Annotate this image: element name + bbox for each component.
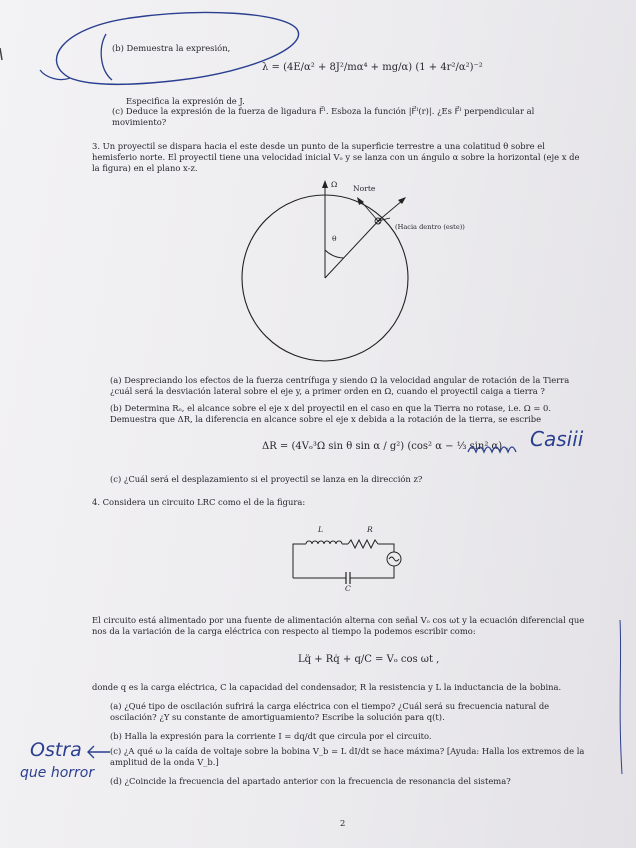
hand-ostra: Ostra — [30, 739, 82, 761]
specify-j: Especifica la expresión de J. — [126, 96, 245, 106]
item-c-top: (c) Deduce la expresión de la fuerza de ligadura F⃗ˡ. Esboza la función |F⃗ˡ(r)|. ¿Es F⃗ˡ perpendicular al movimiento? — [112, 106, 535, 127]
question-3c: (c) ¿Cuál será el desplazamiento si el proyectil se lanza en la dirección z? — [110, 474, 423, 484]
delta-r-equation: ΔR = (4Vₒ³Ω sin θ sin α / g²) (cos² α − ⅓ sin² α) . — [262, 441, 509, 452]
omega-label: Ω — [331, 180, 338, 189]
earth-figure — [238, 178, 438, 388]
capacitor-label: C — [345, 584, 351, 593]
item-b-top: (b) Demuestra la expresión, — [112, 43, 231, 53]
theta-label: θ — [332, 234, 337, 243]
hand-scribble — [466, 438, 536, 462]
hand-arrow — [84, 742, 114, 762]
norte-label: Norte — [353, 184, 376, 193]
inductor-label: L — [318, 525, 324, 534]
into-page-label: (Hacia dentro (este)) — [395, 223, 465, 231]
question-4a: (a) ¿Qué tipo de oscilación sufrirá la carga eléctrica con el tiempo? ¿Cuál será su frecuencia natural de oscilación? ¿Y su constante de amortiguamiento? Escribe la solución para q(t). — [110, 701, 550, 722]
question-4b: (b) Halla la expresión para la corriente I = dq/dt que circula por el circuito. — [110, 731, 432, 741]
question-3: 3. Un proyectil se dispara hacia el este desde un punto de la superficie terrestre a una colatitud θ sobre el hemisferio norte. El proyectil tiene una velocidad inicial Vₒ y se lanza con un ángulo α sobre la horizontal (eje x de la figura) en el plano x-z. — [92, 141, 580, 173]
question-3a: (a) Despreciando los efectos de la fuerza centrífuga y siendo Ω la velocidad angular de rotación de la Tierra ¿cuál será la desviación lateral sobre el eje y, a primer orden en Ω, cuando el proyectil caiga a tierra ? — [110, 375, 570, 396]
question-4: 4. Considera un circuito LRC como el de la figura: — [92, 497, 306, 507]
lrc-equation: Lq̈ + Rq̇ + q/C = Vₒ cos ωt , — [298, 654, 440, 665]
page-number: 2 — [340, 818, 346, 828]
question-4c: (c) ¿A qué ω la caída de voltaje sobre la bobina V_b = L dI/dt se hace máxima? [Ayuda: Halla los extremos de la amplitud de la onda V_b.] — [110, 746, 585, 767]
question-4-intro: El circuito está alimentado por una fuente de alimentación alterna con señal Vₒ cos ωt y la ecuación diferencial que nos da la variación de la carga eléctrica con respecto al tiempo la podemos escribir como: — [92, 615, 585, 636]
lambda-equation: λ = (4E/α² + 8J²/mα⁴ + mg/α) (1 + 4r²/α²)⁻² — [262, 62, 483, 73]
hand-casi: Casiii — [530, 427, 584, 451]
question-4-where: donde q es la carga eléctrica, C la capacidad del condensador, R la resistencia y L la inductancia de la bobina. — [92, 682, 562, 692]
hand-horror: que horror — [20, 765, 95, 781]
lrc-circuit — [288, 532, 418, 592]
resistor-label: R — [367, 525, 373, 534]
question-3b: (b) Determina Rₒ, el alcance sobre el eje x del proyectil en el caso en que la Tierra no rotase, i.e. Ω = 0. Demuestra que ΔR, la diferencia en alcance sobre el eje x debida a la rotación de la tierra, se escribe — [110, 403, 552, 424]
margin-line — [610, 618, 630, 778]
question-4d: (d) ¿Coincide la frecuencia del apartado anterior con la frecuencia de resonancia del sistema? — [110, 776, 511, 786]
